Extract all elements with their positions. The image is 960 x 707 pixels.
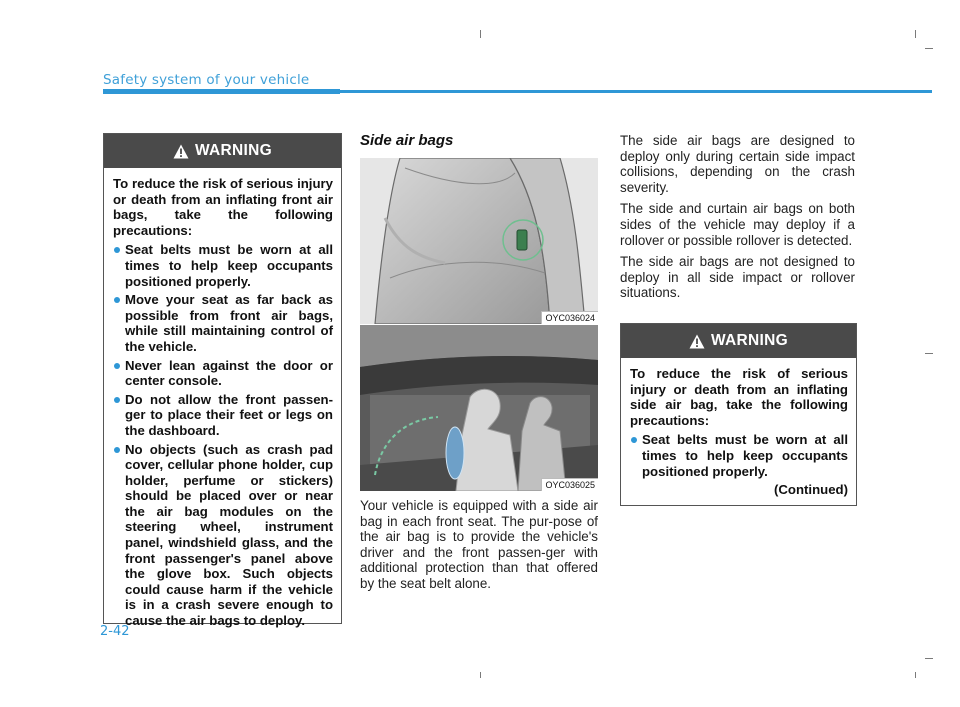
crop-mark — [925, 353, 933, 354]
warning-intro: To reduce the risk of serious injury or death from an inflating front air bags, take the following precautions: — [113, 176, 333, 238]
warning-bullet: Do not allow the front passen-ger to place their feet or legs on the dashboard. — [113, 392, 333, 439]
warning-bullet: Seat belts must be worn at all times to help keep occupants positioned properly. — [630, 432, 848, 479]
paragraph: The side air bags are designed to deploy only during certain side impact collisions, depending on the crash severity. — [620, 133, 855, 195]
warning-title: WARNING — [710, 332, 788, 349]
cabin-airbag-figure — [360, 325, 598, 491]
warning-list — [113, 242, 333, 628]
paragraph: The side air bags are not designed to deploy in all side impact or rollover situations. — [620, 254, 855, 301]
warning-title: WARNING — [194, 142, 272, 159]
warning-body — [621, 358, 856, 508]
warning-triangle-icon — [689, 334, 705, 349]
warning-intro: To reduce the risk of serious injury or death from an inflating side air bag, take the following precautions: — [630, 366, 848, 428]
warning-header — [104, 134, 341, 168]
figure-code: OYC036025 — [541, 478, 598, 491]
front-airbag-warning-box — [103, 133, 342, 629]
header-rule-accent — [103, 89, 340, 94]
crop-mark — [480, 30, 481, 38]
seat-airbag-figure — [360, 158, 598, 324]
warning-list — [630, 432, 848, 479]
figure-code: OYC036024 — [541, 311, 598, 324]
side-airbags-heading: Side air bags — [360, 132, 454, 149]
crop-mark — [925, 48, 933, 49]
side-airbag-warning-box — [620, 323, 857, 506]
side-airbag-paragraph — [360, 498, 598, 598]
right-column-text — [620, 133, 855, 307]
warning-bullet: Move your seat as far back as possible from front air bags, while still maintaining control of the vehicle. — [113, 292, 333, 354]
cabin-illustration — [360, 325, 598, 491]
crop-mark — [915, 672, 916, 678]
paragraph: The side and curtain air bags on both sides of the vehicle may deploy if a rollover or possible rollover is detected. — [620, 201, 855, 248]
warning-body — [104, 168, 341, 642]
seat-illustration — [360, 158, 598, 324]
continued-label: (Continued) — [774, 482, 848, 498]
crop-mark — [480, 672, 481, 678]
crop-mark — [925, 658, 933, 659]
warning-header — [621, 324, 856, 358]
page-number: 2-42 — [100, 624, 130, 639]
warning-bullet: No objects (such as crash pad cover, cellular phone holder, cup holder, perfume or stickers) should be placed over or near the air bag modules on the steering wheel, instrument panel, windshield glass, and the front passenger's panel above the glove box. Such objects could cause harm if the vehicle is in a crash severe enough to cause the air bags to deploy. — [113, 442, 333, 629]
paragraph: Your vehicle is equipped with a side air bag in each front seat. The pur-pose of the air bag is to provide the vehicle's driver and the front passen-ger with additional protection than that offered by the seat belt alone. — [360, 498, 598, 591]
warning-triangle-icon — [173, 144, 189, 159]
warning-bullet: Seat belts must be worn at all times to help keep occupants positioned properly. — [113, 242, 333, 289]
section-title: Safety system of your vehicle — [103, 72, 310, 88]
warning-bullet: Never lean against the door or center console. — [113, 358, 333, 389]
crop-mark — [915, 30, 916, 38]
